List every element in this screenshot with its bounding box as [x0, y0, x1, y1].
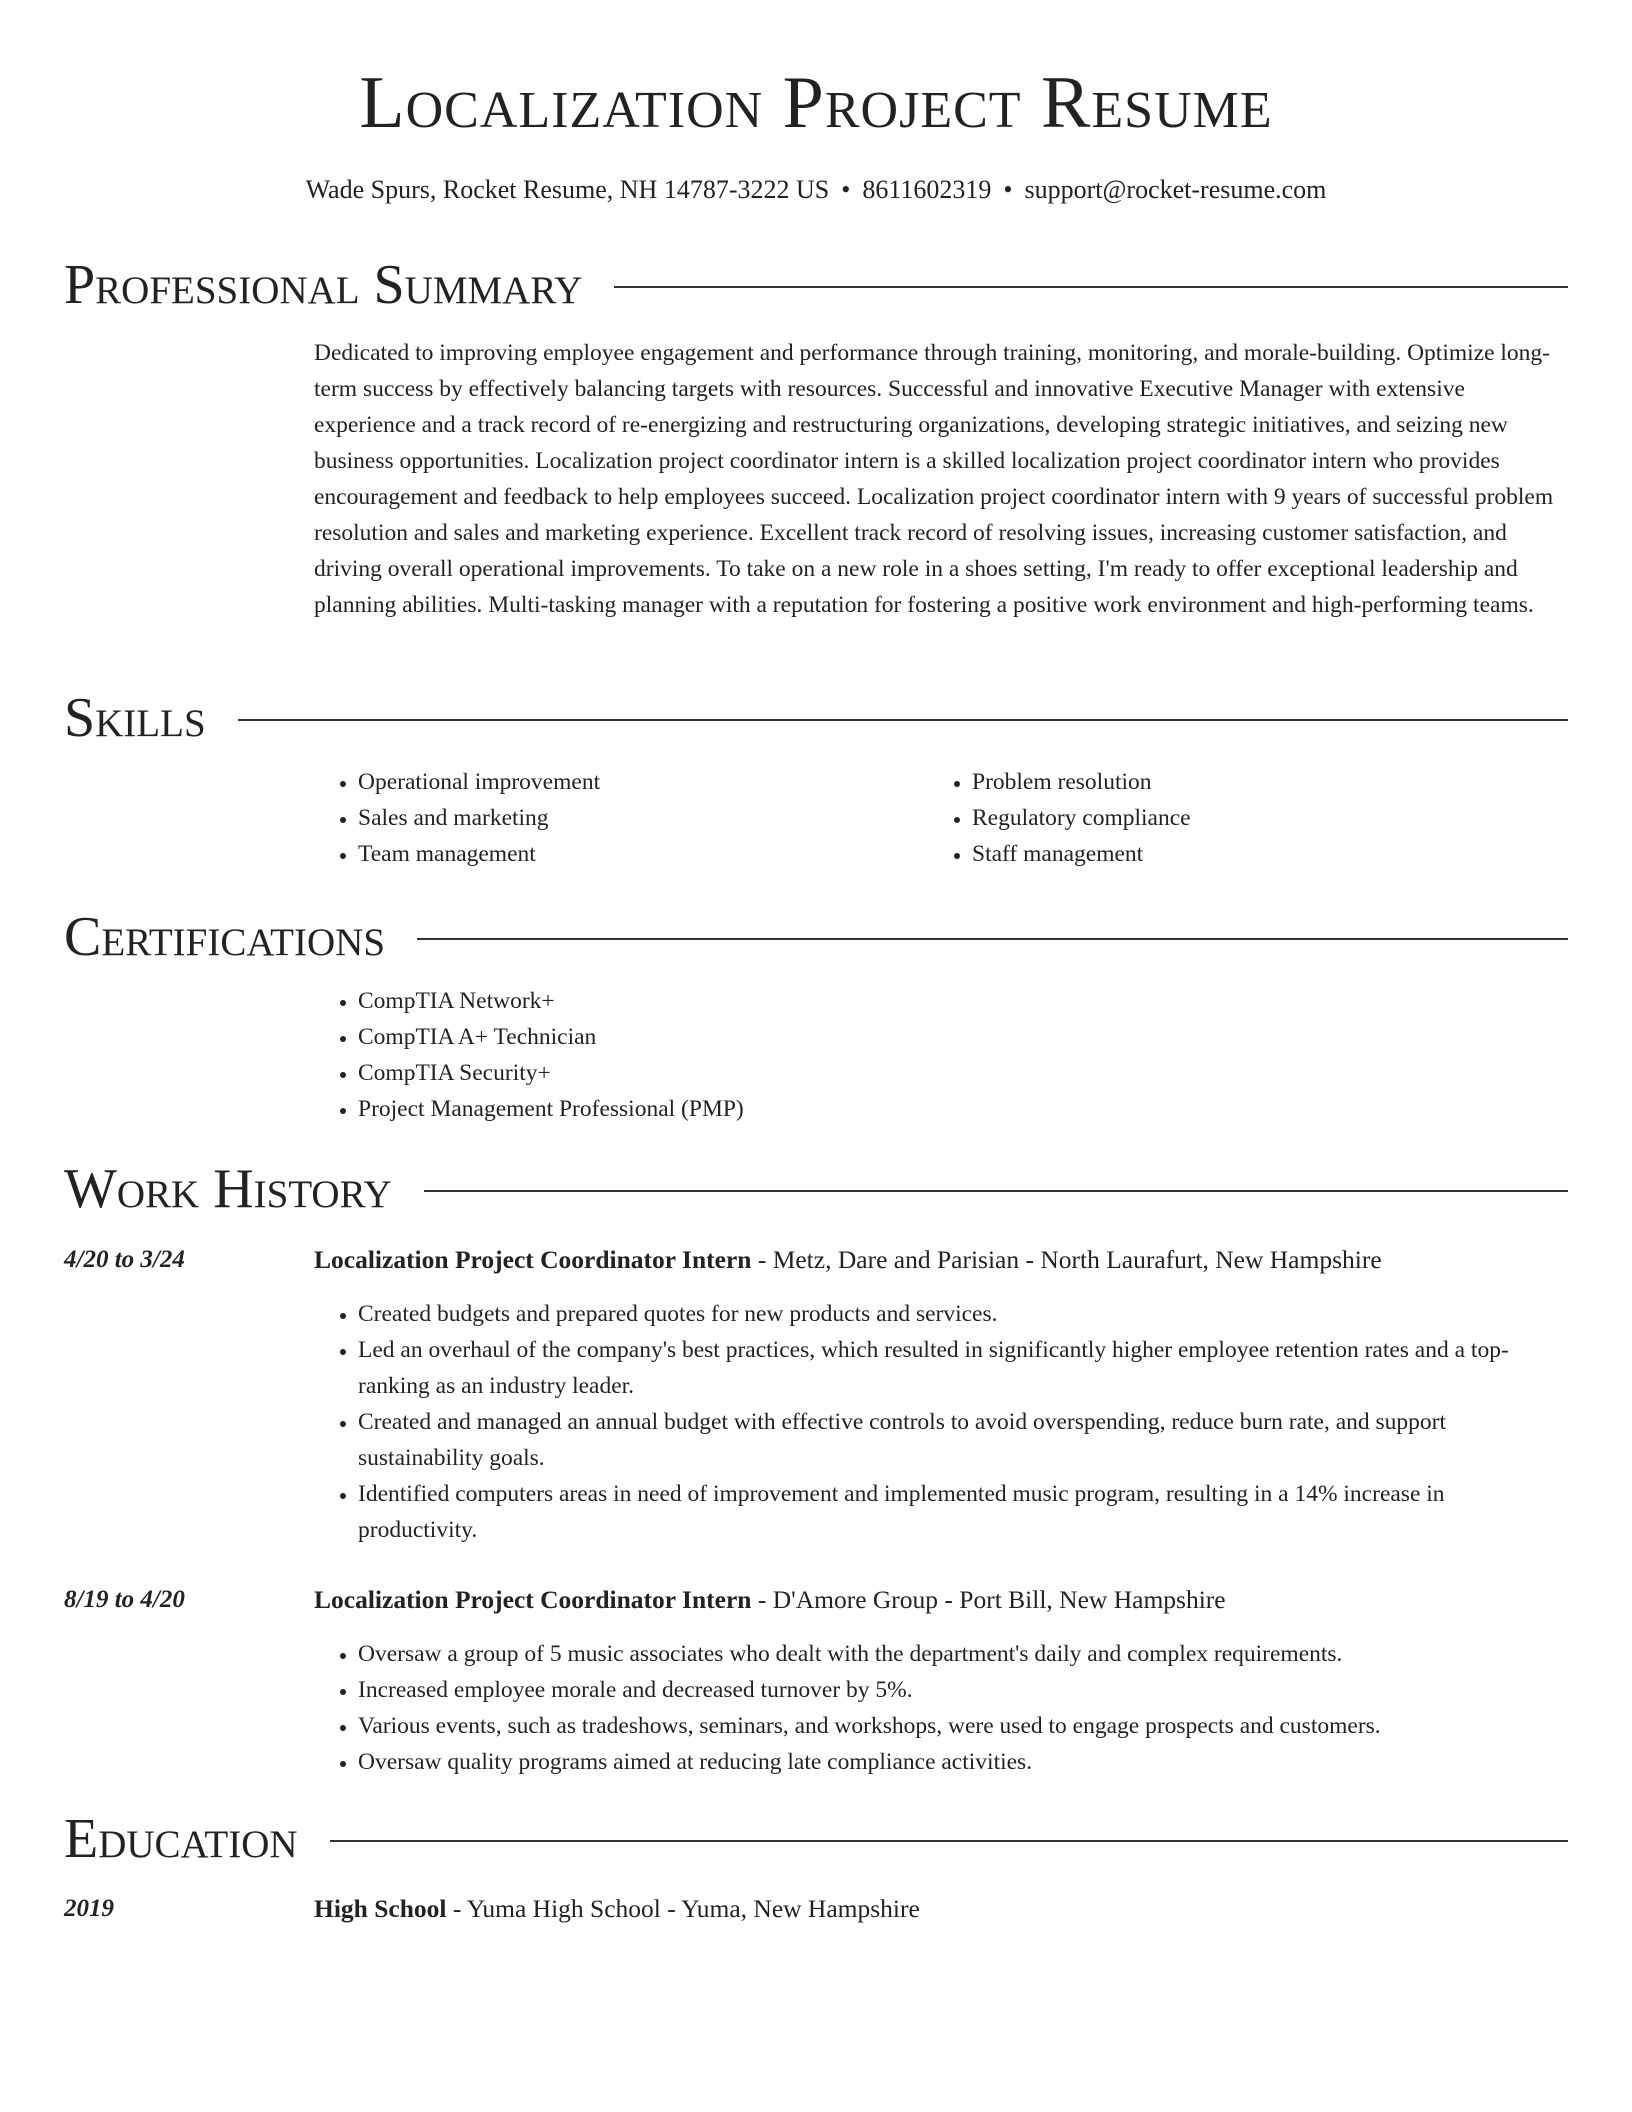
job-details: - Metz, Dare and Parisian - North Laurafurt, New Hampshire — [751, 1245, 1382, 1274]
section-divider — [330, 1840, 1568, 1842]
education-line — [314, 1891, 920, 1927]
job-dates: 8/19 to 4/20 — [64, 1586, 185, 1613]
education-year: 2019 — [64, 1895, 114, 1922]
job-title: Localization Project Coordinator Intern — [314, 1585, 752, 1614]
skills-list-left — [314, 764, 918, 872]
job-bullet: • Increased employee morale and decreased turnover by 5%. — [358, 1672, 1569, 1708]
job-dates: 4/20 to 3/24 — [64, 1246, 185, 1273]
skill-item: • Sales and marketing — [358, 800, 918, 836]
job-bullet: • Created budgets and prepared quotes for new products and services. — [358, 1296, 1569, 1332]
certifications-heading: Certifications — [64, 906, 386, 968]
job-bullets — [314, 1296, 1569, 1548]
education-details: - Yuma High School - Yuma, New Hampshire — [446, 1894, 920, 1923]
job-details: - D'Amore Group - Port Bill, New Hampshire — [751, 1585, 1226, 1614]
certification-item: • CompTIA Network+ — [358, 983, 1558, 1019]
page-title: Localization Project Resume — [359, 62, 1273, 144]
job-bullet: • Identified computers areas in need of improvement and implemented music program, resulting in a 14% increase in productivity. — [358, 1476, 1569, 1548]
job-title-line — [314, 1582, 1226, 1618]
skill-item: • Team management — [358, 836, 918, 872]
contact-phone: 8611602319 — [862, 175, 992, 204]
certification-item: • CompTIA A+ Technician — [358, 1019, 1558, 1055]
section-divider — [417, 938, 1568, 940]
job-bullet: • Oversaw quality programs aimed at reducing late compliance activities. — [358, 1744, 1569, 1780]
contact-address: Wade Spurs, Rocket Resume, NH 14787-3222 US — [305, 175, 830, 204]
certification-item: • Project Management Professional (PMP) — [358, 1091, 1558, 1127]
skill-item: • Staff management — [972, 836, 1572, 872]
skill-item: • Operational improvement — [358, 764, 918, 800]
skills-heading: Skills — [64, 687, 206, 749]
job-bullet: • Led an overhaul of the company's best practices, which resulted in significantly higher employee retention rates and a top-ranking as an industry leader. — [358, 1332, 1569, 1404]
summary-heading: Professional Summary — [64, 254, 583, 316]
contact-separator: • — [841, 175, 851, 204]
education-section-header — [64, 1806, 1568, 1872]
job-bullet: • Created and managed an annual budget with effective controls to avoid overspending, reduce burn rate, and support sustainability goals. — [358, 1404, 1569, 1476]
contact-separator: • — [1003, 175, 1013, 204]
section-divider — [238, 719, 1568, 721]
education-degree: High School — [314, 1894, 447, 1923]
work-heading: Work History — [64, 1158, 392, 1220]
work-section-header — [64, 1156, 1568, 1222]
skills-list-right — [928, 764, 1572, 872]
skill-item: • Regulatory compliance — [972, 800, 1572, 836]
job-bullet: • Various events, such as tradeshows, seminars, and workshops, were used to engage prospects and customers. — [358, 1708, 1569, 1744]
job-title: Localization Project Coordinator Intern — [314, 1245, 752, 1274]
education-heading: Education — [64, 1808, 298, 1870]
skill-item: • Problem resolution — [972, 764, 1572, 800]
job-bullet: • Oversaw a group of 5 music associates who dealt with the department's daily and complex requirements. — [358, 1636, 1569, 1672]
contact-line — [0, 172, 1632, 208]
certifications-list — [314, 983, 1558, 1127]
skills-section-header — [64, 685, 1568, 751]
summary-section-header — [64, 252, 1568, 318]
certification-item: • CompTIA Security+ — [358, 1055, 1558, 1091]
certifications-section-header — [64, 904, 1568, 970]
summary-text: Dedicated to improving employee engagement and performance through training, monitoring, and morale-building. Optimize long-term success by effectively balancing targets with resources. Successful and innovative Executive Manager with extensive experience and a track record of re-energizing and restructuring organizations, developing strategic initiatives, and seizing new business opportunities. Localization project coordinator intern is a skilled localization project coordinator intern who provides encouragement and feedback to help employees succeed. Localization project coordinator intern with 9 years of successful problem resolution and sales and marketing experience. Excellent track record of resolving issues, increasing customer satisfaction, and driving overall operational improvements. To take on a new role in a shoes setting, I'm ready to offer exceptional leadership and planning abilities. Multi-tasking manager with a reputation for fostering a positive work environment and high-performing teams. — [314, 340, 1554, 618]
contact-email: support@rocket-resume.com — [1024, 175, 1327, 204]
section-divider — [424, 1190, 1568, 1192]
section-divider — [614, 286, 1568, 288]
job-bullets — [314, 1636, 1569, 1780]
job-title-line — [314, 1242, 1382, 1278]
